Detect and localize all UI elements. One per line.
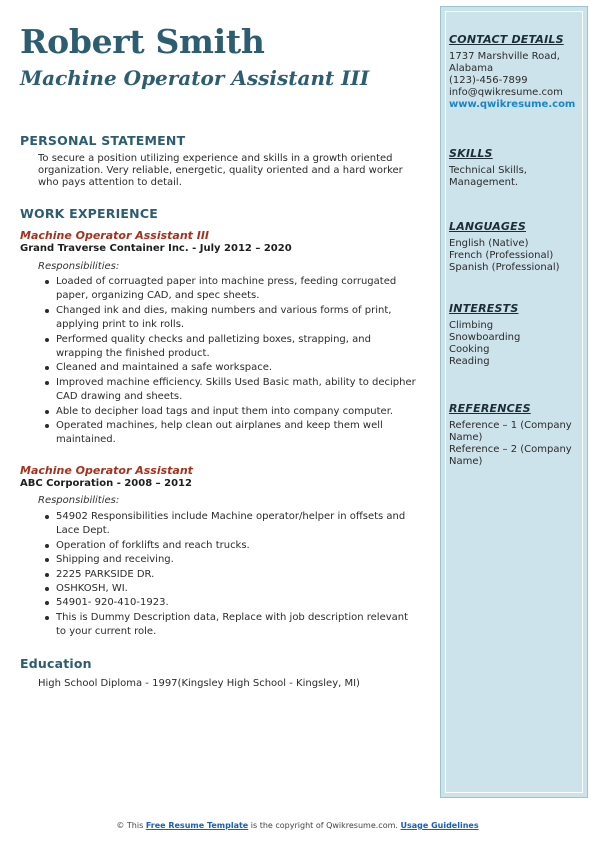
list-item: Operated machines, help clean out airplanes and keep them well maintained. — [56, 419, 421, 448]
reference-item: Reference – 2 (Company — [449, 444, 572, 455]
references-heading: REFERENCES — [449, 402, 531, 415]
website-link[interactable]: www.qwikresume.com — [449, 99, 576, 110]
responsibilities-label: Responsibilities: — [38, 495, 120, 506]
job-company-dates: ABC Corporation - 2008 – 2012 — [20, 478, 192, 489]
candidate-title: Machine Operator Assistant III — [20, 66, 370, 90]
skills-line: Technical Skills, — [449, 165, 527, 176]
reference-item: Name) — [449, 456, 483, 467]
address-line: 1737 Marshville Road, — [449, 51, 560, 62]
personal-statement-heading: PERSONAL STATEMENT — [20, 133, 186, 148]
responsibilities-label: Responsibilities: — [38, 261, 120, 272]
address-line: Alabama — [449, 63, 494, 74]
list-item: Loaded of corruagted paper into machine press, feeding corrugated paper, organizing CAD, and spec sheets. — [56, 275, 421, 304]
footer-copyright-text: is the copyright of Qwikresume.com. — [250, 821, 398, 830]
languages-heading: LANGUAGES — [449, 220, 526, 233]
job-title: Machine Operator Assistant — [20, 464, 193, 477]
footer-prefix: © This — [116, 821, 144, 830]
interests-heading: INTERESTS — [449, 302, 519, 315]
list-item: This is Dummy Description data, Replace with job description relevant to your current role. — [56, 611, 421, 640]
contact-heading: CONTACT DETAILS — [449, 33, 564, 46]
list-item: 2225 PARKSIDE DR. — [56, 568, 421, 582]
education-entry: High School Diploma - 1997(Kingsley High School - Kingsley, MI) — [38, 678, 360, 689]
footer — [0, 821, 595, 830]
skills-line: Management. — [449, 177, 519, 188]
statement-line: who pays attention to detail. — [38, 177, 182, 188]
language-item: Spanish (Professional) — [449, 262, 560, 273]
interest-item: Cooking — [449, 344, 490, 355]
list-item: 54902 Responsibilities include Machine operator/helper in offsets and Lace Dept. — [56, 510, 421, 539]
list-item: Cleaned and maintained a safe workspace. — [56, 361, 421, 375]
list-item: OSHKOSH, WI. — [56, 582, 421, 596]
sidebar — [440, 6, 588, 798]
list-item: Operation of forklifts and reach trucks. — [56, 539, 421, 553]
list-item: Improved machine efficiency. Skills Used Basic math, ability to decipher CAD drawing and sheets. — [56, 376, 421, 405]
list-item: Able to decipher load tags and input them into company computer. — [56, 405, 421, 419]
interests-section — [449, 302, 583, 368]
work-experience-heading: WORK EXPERIENCE — [20, 206, 158, 221]
references-section — [449, 402, 583, 468]
list-item: Shipping and receiving. — [56, 553, 421, 567]
list-item: Changed ink and dies, making numbers and various forms of print, applying print to ink rolls. — [56, 304, 421, 333]
skills-section — [449, 147, 583, 189]
language-item: French (Professional) — [449, 250, 554, 261]
education-heading: Education — [20, 656, 92, 671]
phone-number: (123)-456-7899 — [449, 75, 528, 86]
free-resume-template-link[interactable]: Free Resume Template — [145, 821, 249, 830]
statement-line: organization. Very reliable, energetic, quality oriented and a hard worker — [38, 165, 403, 176]
reference-item: Name) — [449, 432, 483, 443]
language-item: English (Native) — [449, 238, 529, 249]
job-company-dates: Grand Traverse Container Inc. - July 2012 – 2020 — [20, 243, 292, 254]
usage-guidelines-link[interactable]: Usage Guidelines — [400, 821, 479, 830]
list-item: Performed quality checks and palletizing boxes, strapping, and wrapping the finished product. — [56, 333, 421, 362]
contact-section — [449, 33, 583, 111]
interest-item: Climbing — [449, 320, 494, 331]
interest-item: Reading — [449, 356, 490, 367]
statement-line: To secure a position utilizing experience and skills in a growth oriented — [38, 153, 393, 164]
languages-section — [449, 220, 583, 274]
skills-heading: SKILLS — [449, 147, 493, 160]
email-address[interactable]: info@qwikresume.com — [449, 87, 563, 98]
interest-item: Snowboarding — [449, 332, 521, 343]
job-title: Machine Operator Assistant III — [20, 229, 210, 242]
job-responsibilities-list — [56, 275, 421, 448]
candidate-name: Robert Smith — [20, 22, 265, 61]
job-responsibilities-list — [56, 510, 421, 640]
reference-item: Reference – 1 (Company — [449, 420, 572, 431]
personal-statement-text — [38, 153, 410, 189]
list-item: 54901- 920-410-1923. — [56, 596, 421, 610]
